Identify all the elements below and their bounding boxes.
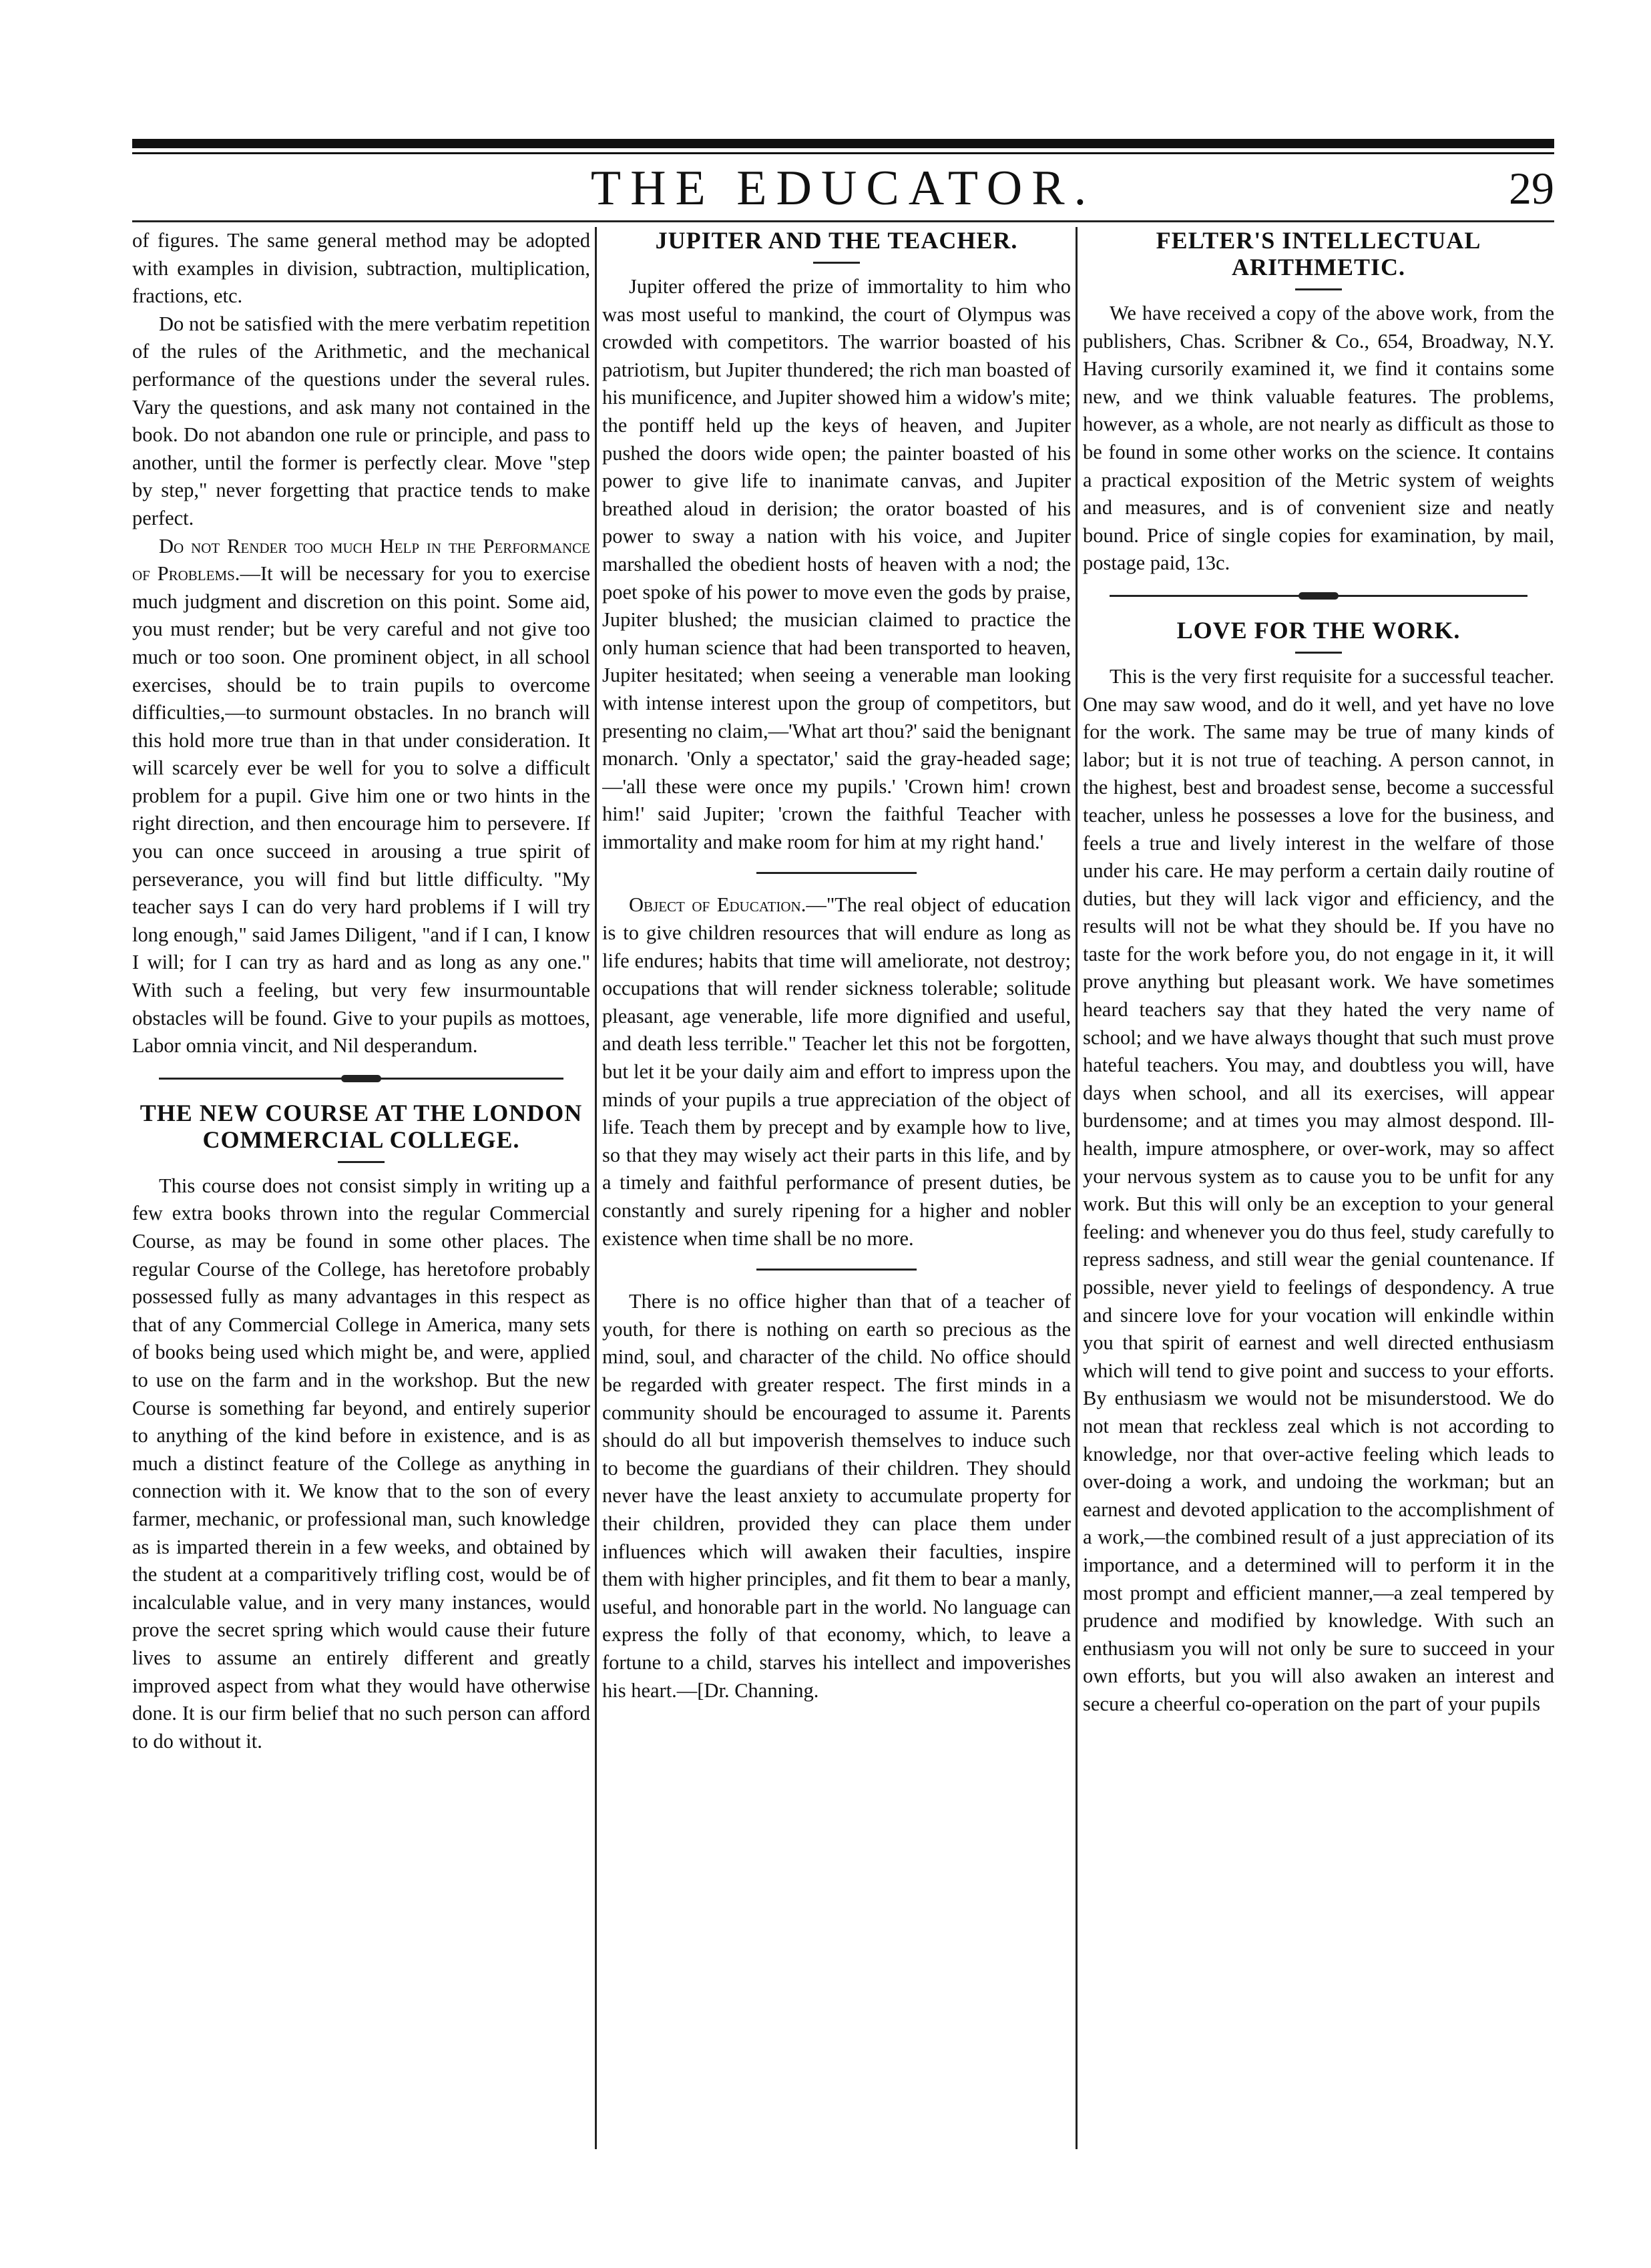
column-3 [1083, 227, 1554, 2151]
column-1-paragraph-3 [132, 533, 590, 1060]
heading-new-course: THE NEW COURSE AT THE LONDON COMMERCIAL COLLEGE. [140, 1099, 583, 1153]
column-2-paragraph-3: There is no office higher than that of a teacher of youth, for there is nothing on earth so precious as the mind, soul, and character of the child. No office should be regarded with greater respect. The first minds in a community should be encouraged to assume it. Parents should do all but impoverish themselves to induce such to become the guardians of their children. They should never have the least anxiety to accumulate property for their children, provided they can place them under influences which will awaken their faculties, inspire them with higher principles, and fit them to bear a manly, useful, and honorable part in the world. No language can express the folly of that economy, which, to leave a fortune to a child, starves his intellect and impoverishes his heart.—[Dr. Channing. [602, 1290, 1071, 1702]
column-2-paragraph-2-lead: Object of Education. [629, 893, 806, 917]
column-1-paragraph-4: This course does not consist simply in writing up a few extra books thrown into the regular Commercial Course, as may be found in some other places. The regular Course of the College, has heretofore probably possessed fully as many advantages in this respect as that of any Commercial College in America, many sets of books being used which might be, and were, applied to use on the farm and in the workshop. But the new Course is something far beyond, and entirely superior to anything of the kind before in existence, and is as much a distinct feature of the College as anything in connection with it. We know that to the son of every farmer, mechanic, or professional man, such knowledge as is imparted therein in a few weeks, and obtained by the student at a comparitively trifling cost, would be of incalculable value, and in very many instances, would prove the secret spring which would cause their future lives to assume an entirely different and greatly improved aspect from what they would have otherwise done. It is our firm belief that no such person can afford to do without it. [132, 1174, 590, 1753]
section-separator [756, 872, 917, 874]
heading-underline [1295, 288, 1342, 290]
page-number: 29 [1509, 163, 1554, 214]
column-2 [602, 227, 1071, 2151]
heading-underline [338, 1161, 385, 1163]
heading-underline [1295, 652, 1342, 654]
column-1 [132, 227, 590, 2151]
column-1-paragraph-3-lead: Do not Render too much Help in the Performance of Problems. [132, 534, 590, 586]
column-1-paragraph-2: Do not be satisfied with the mere verbatim repetition of the rules of the Arithmetic, and the mechanical performance of the questions under the several rules. Vary the questions, and ask many not contained in the book. Do not abandon one rule or principle, and pass to another, until the former is perfectly clear. Move "step by step," never forgetting that practice tends to make perfect. [132, 312, 590, 529]
column-1-paragraph-3-body: —It will be necessary for you to exercise much judgment and discretion on this point. Some aid, you must render; but be very careful and not give too much or too soon. One prominent object, in all school exercises, should be to train pupils to overcome difficulties,—to surmount obstacles. In no branch will this hold more true than in that under consideration. It will scarcely ever be well for you to solve a difficult problem for a pupil. Give him one or two hints in the right direction, and then encourage him to persevere. If you can once succeed in arousing a true spirit of perseverance, you will find but little difficulty. "My teacher says I can do very hard problems if I will try long enough," said James Diligent, "and if I can, I know I will; for I can try as hard and as long as any one." With such a feeling, but very few insurmountable obstacles will be found. Give to your pupils as mottoes, Labor omnia vincit, and Nil desperandum. [132, 562, 590, 1058]
heading-felters-arithmetic: FELTER'S INTELLECTUAL ARITHMETIC. [1156, 227, 1481, 280]
heading-love-for-work: LOVE FOR THE WORK. [1176, 616, 1461, 644]
column-2-paragraph-2-body: —"The real object of education is to give children resources that will endure as long as life endures; habits that time will ameliorate, not destroy; occupations that will render sickness tolerable; solitude pleasant, age venerable, life more dignified and useful, and death less terrible." Teacher let this not be forgotten, but let it be your daily aim and effort to impress upon the minds of your pupils a true appreciation of the object of life. Teach them by precept and by example how to live, so that they may wisely act their parts in this life, and by a timely and faithful performance of present duties, be constantly and surely ripening for a higher and nobler existence when time shall be no more. [602, 893, 1071, 1250]
column-2-paragraph-1: Jupiter offered the prize of immortality to him who was most useful to mankind, the court of Olympus was crowded with competitors. The warrior boasted of his patriotism, but Jupiter thundered; the rich man boasted of his munificence, and Jupiter showed him a widow's mite; the pontiff held up the keys of heaven, and Jupiter pushed the doors wide open; the painter boasted of his power to give life to inanimate canvas, and Jupiter breathed aloud in derision; the orator boasted of his power to sway a nation with his voice, and Jupiter marshalled the obedient hosts of heaven with a nod; the poet spoke of his power to move even the gods by praise, Jupiter blushed; the musician claimed to practice the only human science that had been transported to heaven, Jupiter hesitated; when seeing a venerable man looking with intense interest upon the group of competitors, but presenting no claim,—'What art thou?' said the benignant monarch. 'Only a spectator,' said the gray-headed sage;—'all these were once my pupils.' 'Crown him! crown him!' said Jupiter; 'crown the faithful Teacher with immortality and make room for him at my right hand.' [602, 275, 1071, 853]
heading-jupiter: JUPITER AND THE TEACHER. [655, 227, 1018, 254]
column-divider-1 [595, 227, 597, 2149]
masthead-title: THE EDUCATOR. [590, 161, 1096, 216]
section-separator [159, 1078, 563, 1080]
masthead-rule-thin [132, 152, 1554, 154]
masthead-rule-thick [132, 139, 1554, 148]
column-1-paragraph-1: of figures. The same general method may be adopted with examples in division, subtraction, multiplication, fractions, etc. [132, 229, 590, 308]
column-2-paragraph-2 [602, 891, 1071, 1253]
section-separator [1110, 595, 1527, 597]
section-separator [756, 1269, 917, 1271]
column-3-paragraph-2: This is the very first requisite for a successful teacher. One may saw wood, and do it well, and yet have no love for the work. The same may be true of many kinds of labor; but it is not true of teaching. A person cannot, in the highest, best and broadest sense, become a successful teacher, unless he possesses a love for the business, and feels a true and lively interest in the welfare of those under his care. He may perform a certain daily routine of duties, but they will lack vigor and efficiency, and the results will not be what they should be. If you have no taste for the work before you, do not engage in it, it will prove anything but pleasant work. We have sometimes heard teachers say that they hated the very name of school; and we have always thought that such must prove hateful teachers. You may, and doubtless you will, have days when school, and all its exercises, will appear burdensome; and at times you may almost despond. Ill-health, impure atmosphere, or over-work, may so affect your nervous system as to cause you to be unfit for any work. But this will only be an exception to your general feeling: and whenever you do thus feel, study carefully to repress sadness, and still wear the genial countenance. If possible, never yield to feelings of despondency. A true and sincere love for your vocation will enkindle within you that spirit of earnest and well directed enthusiasm which will tend to give point and success to your efforts. By enthusiasm we would not be misunderstood. We do not mean that reckless zeal which is not according to knowledge, nor that over-active feeling which leads to over-doing a work, and undoing the workman; but an earnest and devoted application to the accomplishment of a work,—the combined result of a just appreciation of its importance, and a determined will to perform it in the most prompt and efficient manner,—a zeal tempered by prudence and modified by knowledge. With such an enthusiasm you will not only be sure to succeed in your own efforts, but you will also awaken an interest and secure a cheerful co-operation on the part of your pupils [1083, 664, 1554, 1715]
column-3-paragraph-1: We have received a copy of the above work, from the publishers, Chas. Scribner & Co., 654, Broadway, N.Y. Having cursorily examined it, we find it contains some new, and we think valuable features. The problems, however, as a whole, are not nearly as difficult as those to be found in some other works on the science. It contains a practical exposition of the Metric system of weights and measures, and is of convenient size and neatly bound. Price of single copies for examination, by mail, postage paid, 13c. [1083, 302, 1554, 575]
heading-underline [813, 262, 860, 264]
column-divider-2 [1076, 227, 1078, 2149]
masthead-underline [132, 220, 1554, 222]
